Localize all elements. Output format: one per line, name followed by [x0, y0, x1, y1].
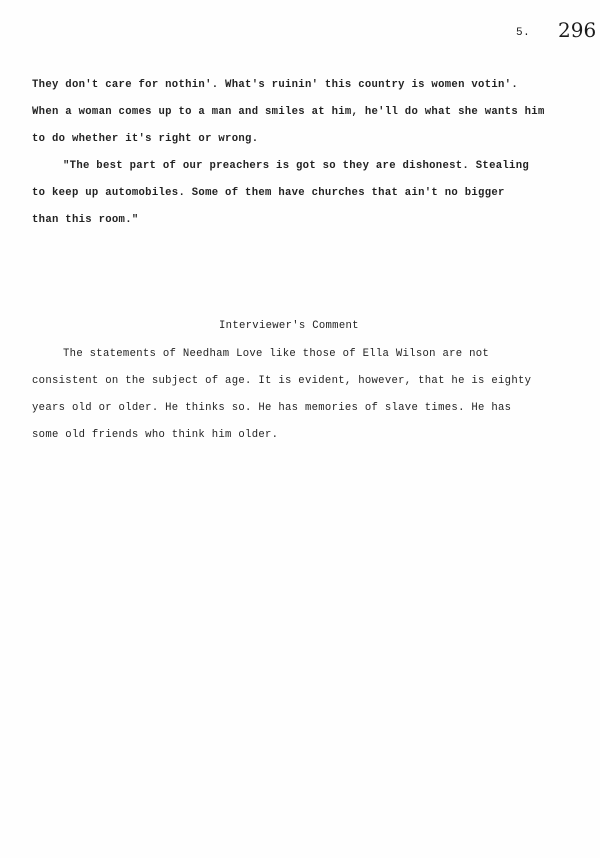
comment-line-2: consistent on the subject of age. It is evident, however, that he is eighty [32, 375, 532, 387]
page-number-label: 5. [516, 27, 531, 39]
paragraph-1-line-3: to do whether it's right or wrong. [32, 133, 259, 145]
comment-heading: Interviewer's Comment [219, 320, 359, 332]
comment-line-1: The statements of Needham Love like those of Ella Wilson are not [63, 348, 490, 360]
paragraph-1-line-2: When a woman comes up to a man and smiles at him, he'll do what she wants him [32, 106, 545, 118]
paragraph-2-line-1: "The best part of our preachers is got so they are dishonest. Stealing [63, 160, 530, 172]
comment-line-3: years old or older. He thinks so. He has memories of slave times. He has [32, 402, 512, 414]
comment-line-4: some old friends who think him older. [32, 429, 279, 441]
paragraph-1-line-1: They don't care for nothin'. What's ruinin' this country is women votin'. [32, 79, 518, 91]
page-stamp-number: 296 [558, 18, 597, 42]
paragraph-2-line-2: to keep up automobiles. Some of them have churches that ain't no bigger [32, 187, 505, 199]
paragraph-2-line-3: than this room." [32, 214, 139, 226]
